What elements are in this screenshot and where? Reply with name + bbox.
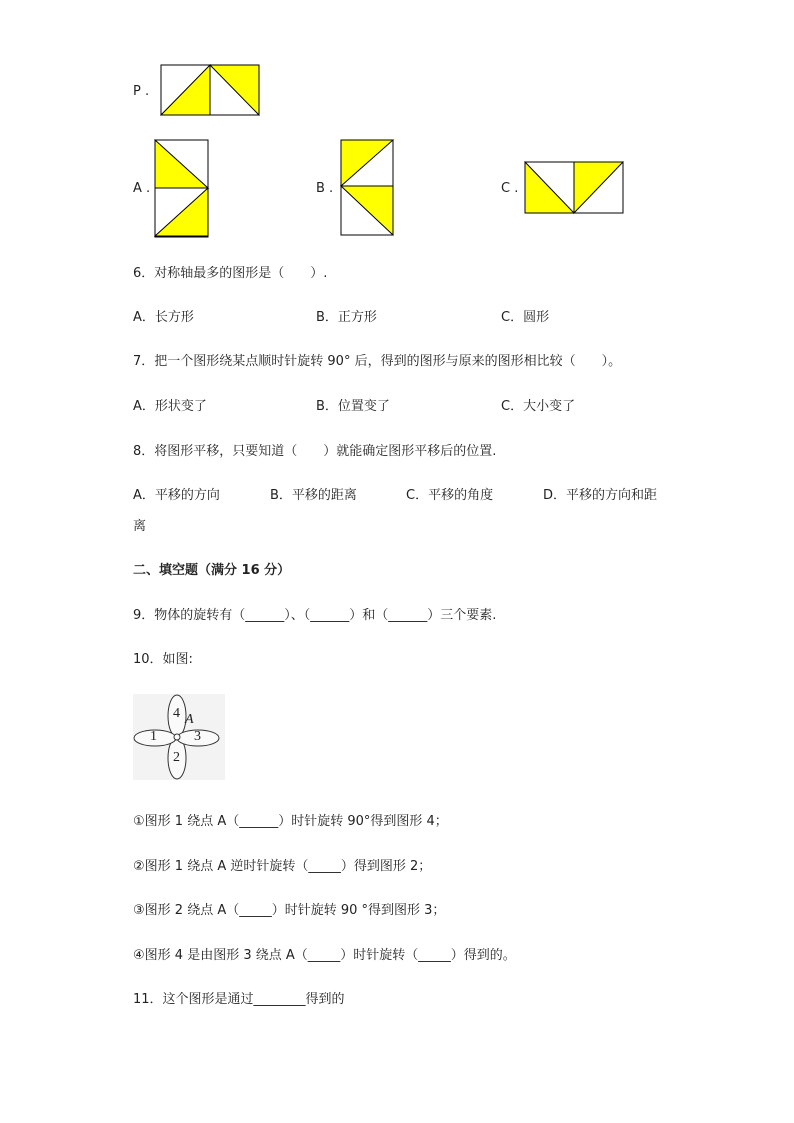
q6-option-c[interactable]: C．圆形: [501, 310, 550, 325]
question-7: 7．把一个图形绕某点顺时针旋转 90° 后，得到的图形与原来的图形相比较（ ）。: [133, 354, 622, 369]
petal-figure: [133, 694, 225, 780]
q6-option-b[interactable]: B．正方形: [316, 310, 377, 325]
q7-option-a[interactable]: A．形状变了: [133, 399, 207, 414]
p-label: P .: [133, 84, 150, 99]
q10-item-1: ①图形 1 绕点 A（______）时针旋转 90°得到图形 4；: [133, 814, 448, 829]
option-b-figure[interactable]: [340, 139, 396, 239]
q10-item-3: ③图形 2 绕点 A（_____）时针旋转 90 °得到图形 3；: [133, 903, 446, 918]
option-c-label: C .: [501, 181, 519, 196]
option-c-figure[interactable]: [524, 161, 626, 216]
question-8: 8．将图形平移，只要知道（ ）就能确定图形平移后的位置.: [133, 444, 497, 459]
q7-option-c[interactable]: C．大小变了: [501, 399, 576, 414]
section-2-title: 二、填空题（满分 16 分）: [133, 563, 291, 578]
petal-label-1: 1: [150, 729, 157, 744]
q8-option-b[interactable]: B．平移的距离: [270, 488, 357, 503]
q10-item-2: ②图形 1 绕点 A 逆时针旋转（_____）得到图形 2；: [133, 859, 432, 874]
p-figure: [160, 64, 262, 118]
petal-label-4: 4: [173, 706, 180, 721]
q8-option-d[interactable]: D．平移的方向和距: [543, 488, 658, 503]
q7-option-b[interactable]: B．位置变了: [316, 399, 390, 414]
q8-option-a[interactable]: A．平移的方向: [133, 488, 220, 503]
point-a-label: A: [185, 712, 194, 727]
option-a-figure[interactable]: [154, 139, 210, 239]
option-b-label: B .: [316, 181, 334, 196]
q8-option-c[interactable]: C．平移的角度: [406, 488, 494, 503]
question-10: 10．如图:: [133, 652, 193, 667]
petal-label-2: 2: [173, 750, 180, 765]
q6-option-a[interactable]: A．长方形: [133, 310, 194, 325]
question-11: 11．这个图形是通过________得到的: [133, 992, 345, 1007]
question-6: 6．对称轴最多的图形是（ ）.: [133, 266, 328, 281]
option-a-label: A .: [133, 181, 151, 196]
petal-label-3: 3: [194, 729, 201, 744]
q8-option-d-wrap: 离: [133, 519, 147, 534]
question-9: 9．物体的旋转有（______）、（______）和（______）三个要素.: [133, 608, 497, 623]
q10-item-4: ④图形 4 是由图形 3 绕点 A（_____）时针旋转（_____）得到的。: [133, 948, 516, 963]
